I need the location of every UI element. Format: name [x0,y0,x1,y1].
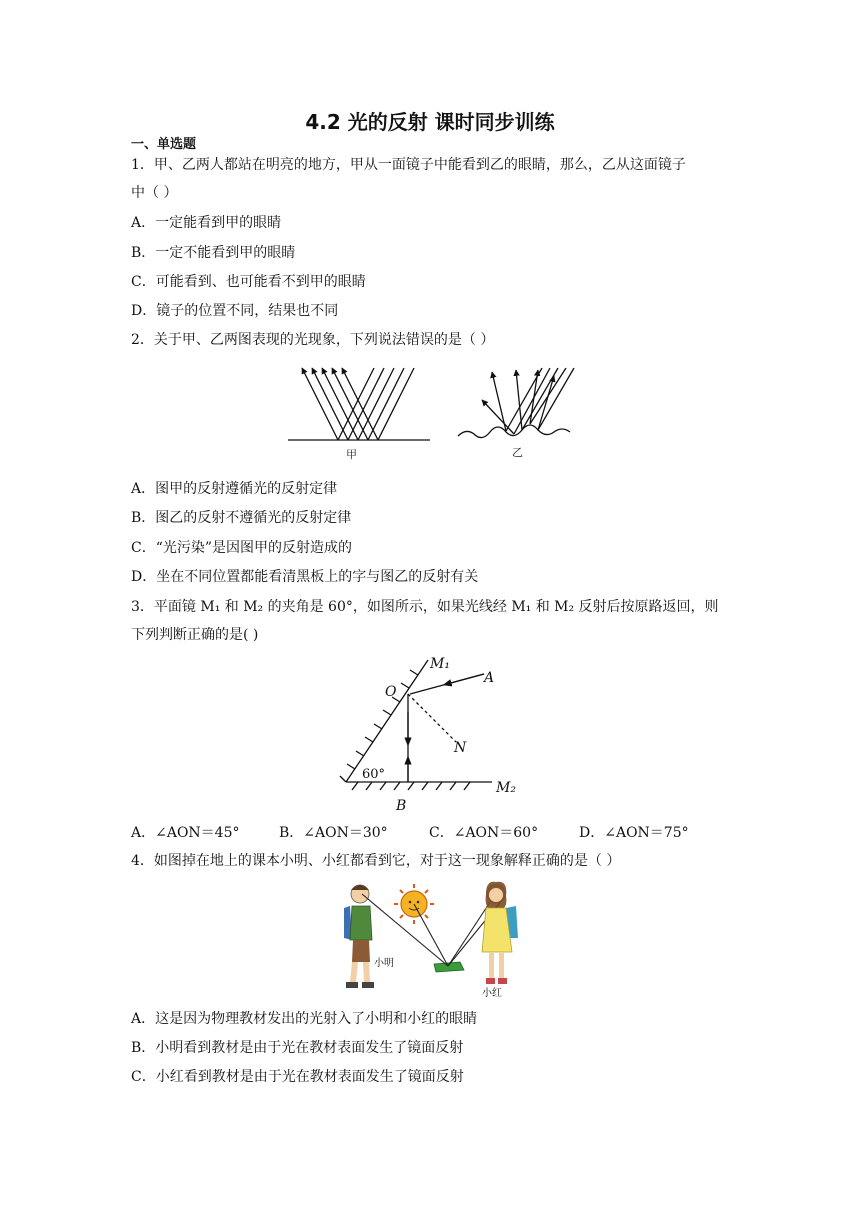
q3-option-a: A．∠AON＝45° [131,825,240,841]
label-angle: 60° [362,767,386,782]
q3-mirror-figure [330,650,530,814]
diffuse-reflection-diagram [458,368,574,438]
label-m2: M₂ [496,780,516,796]
q1-option-d: D．镜子的位置不同，结果也不同 [131,303,339,319]
figure-label-yi: 乙 [512,446,523,459]
q4-option-b: B．小明看到教材是由于光在教材表面发生了镜面反射 [131,1040,464,1056]
section-heading: 一、单选题 [131,137,197,152]
q3-option-b: B．∠AON＝30° [279,825,388,841]
girl-figure [482,882,518,984]
q2-reflection-figure [280,362,580,464]
q2-option-c: C．“光污染”是因图甲的反射造成的 [131,540,353,556]
specular-reflection-diagram [288,368,430,440]
q1-option-b: B．一定不能看到甲的眼睛 [131,245,296,261]
q3-stem-line2: 下列判断正确的是( ) [131,627,259,643]
q1-stem-line1: 1．甲、乙两人都站在明亮的地方，甲从一面镜子中能看到乙的眼睛，那么，乙从这面镜子 [131,157,686,173]
normal-on [408,694,456,742]
q1-option-c: C．可能看到、也可能看不到甲的眼睛 [131,274,366,290]
q3-stem-line1: 3．平面镜 M₁ 和 M₂ 的夹角是 60°，如图所示，如果光线经 M₁ 和 M₂ 反射后按原路返回，则 [131,599,719,615]
label-n: N [454,740,467,756]
q1-stem-line2: 中（ ） [131,185,178,201]
mirror-m1 [346,660,428,782]
q4-stem: 4．如图掉在地上的课本小明、小红都看到它，对于这一现象解释正确的是（ ） [131,853,621,869]
label-b: B [396,798,407,814]
q4-book-figure [336,878,530,998]
q2-option-a: A．图甲的反射遵循光的反射定律 [131,481,338,497]
label-a: A [484,670,495,686]
q4-option-a: A．这是因为物理教材发出的光射入了小明和小红的眼睛 [131,1011,478,1027]
q1-option-a: A．一定能看到甲的眼睛 [131,215,282,231]
page-title: 4.2 光的反射 课时同步训练 [305,110,555,134]
q2-stem: 2．关于甲、乙两图表现的光现象，下列说法错误的是（ ） [131,332,495,348]
label-xiaoming: 小明 [374,958,394,969]
label-m1: M₁ [430,656,450,672]
q2-option-b: B．图乙的反射不遵循光的反射定律 [131,510,352,526]
q3-option-c: C．∠AON＝60° [429,825,539,841]
label-o: O [385,684,397,700]
q2-option-d: D．坐在不同位置都能看清黑板上的字与图乙的反射有关 [131,569,479,585]
q3-option-d: D．∠AON＝75° [579,825,689,841]
q4-option-c: C．小红看到教材是由于光在教材表面发生了镜面反射 [131,1069,464,1085]
figure-label-jia: 甲 [346,448,357,461]
label-xiaohong: 小红 [482,988,502,998]
